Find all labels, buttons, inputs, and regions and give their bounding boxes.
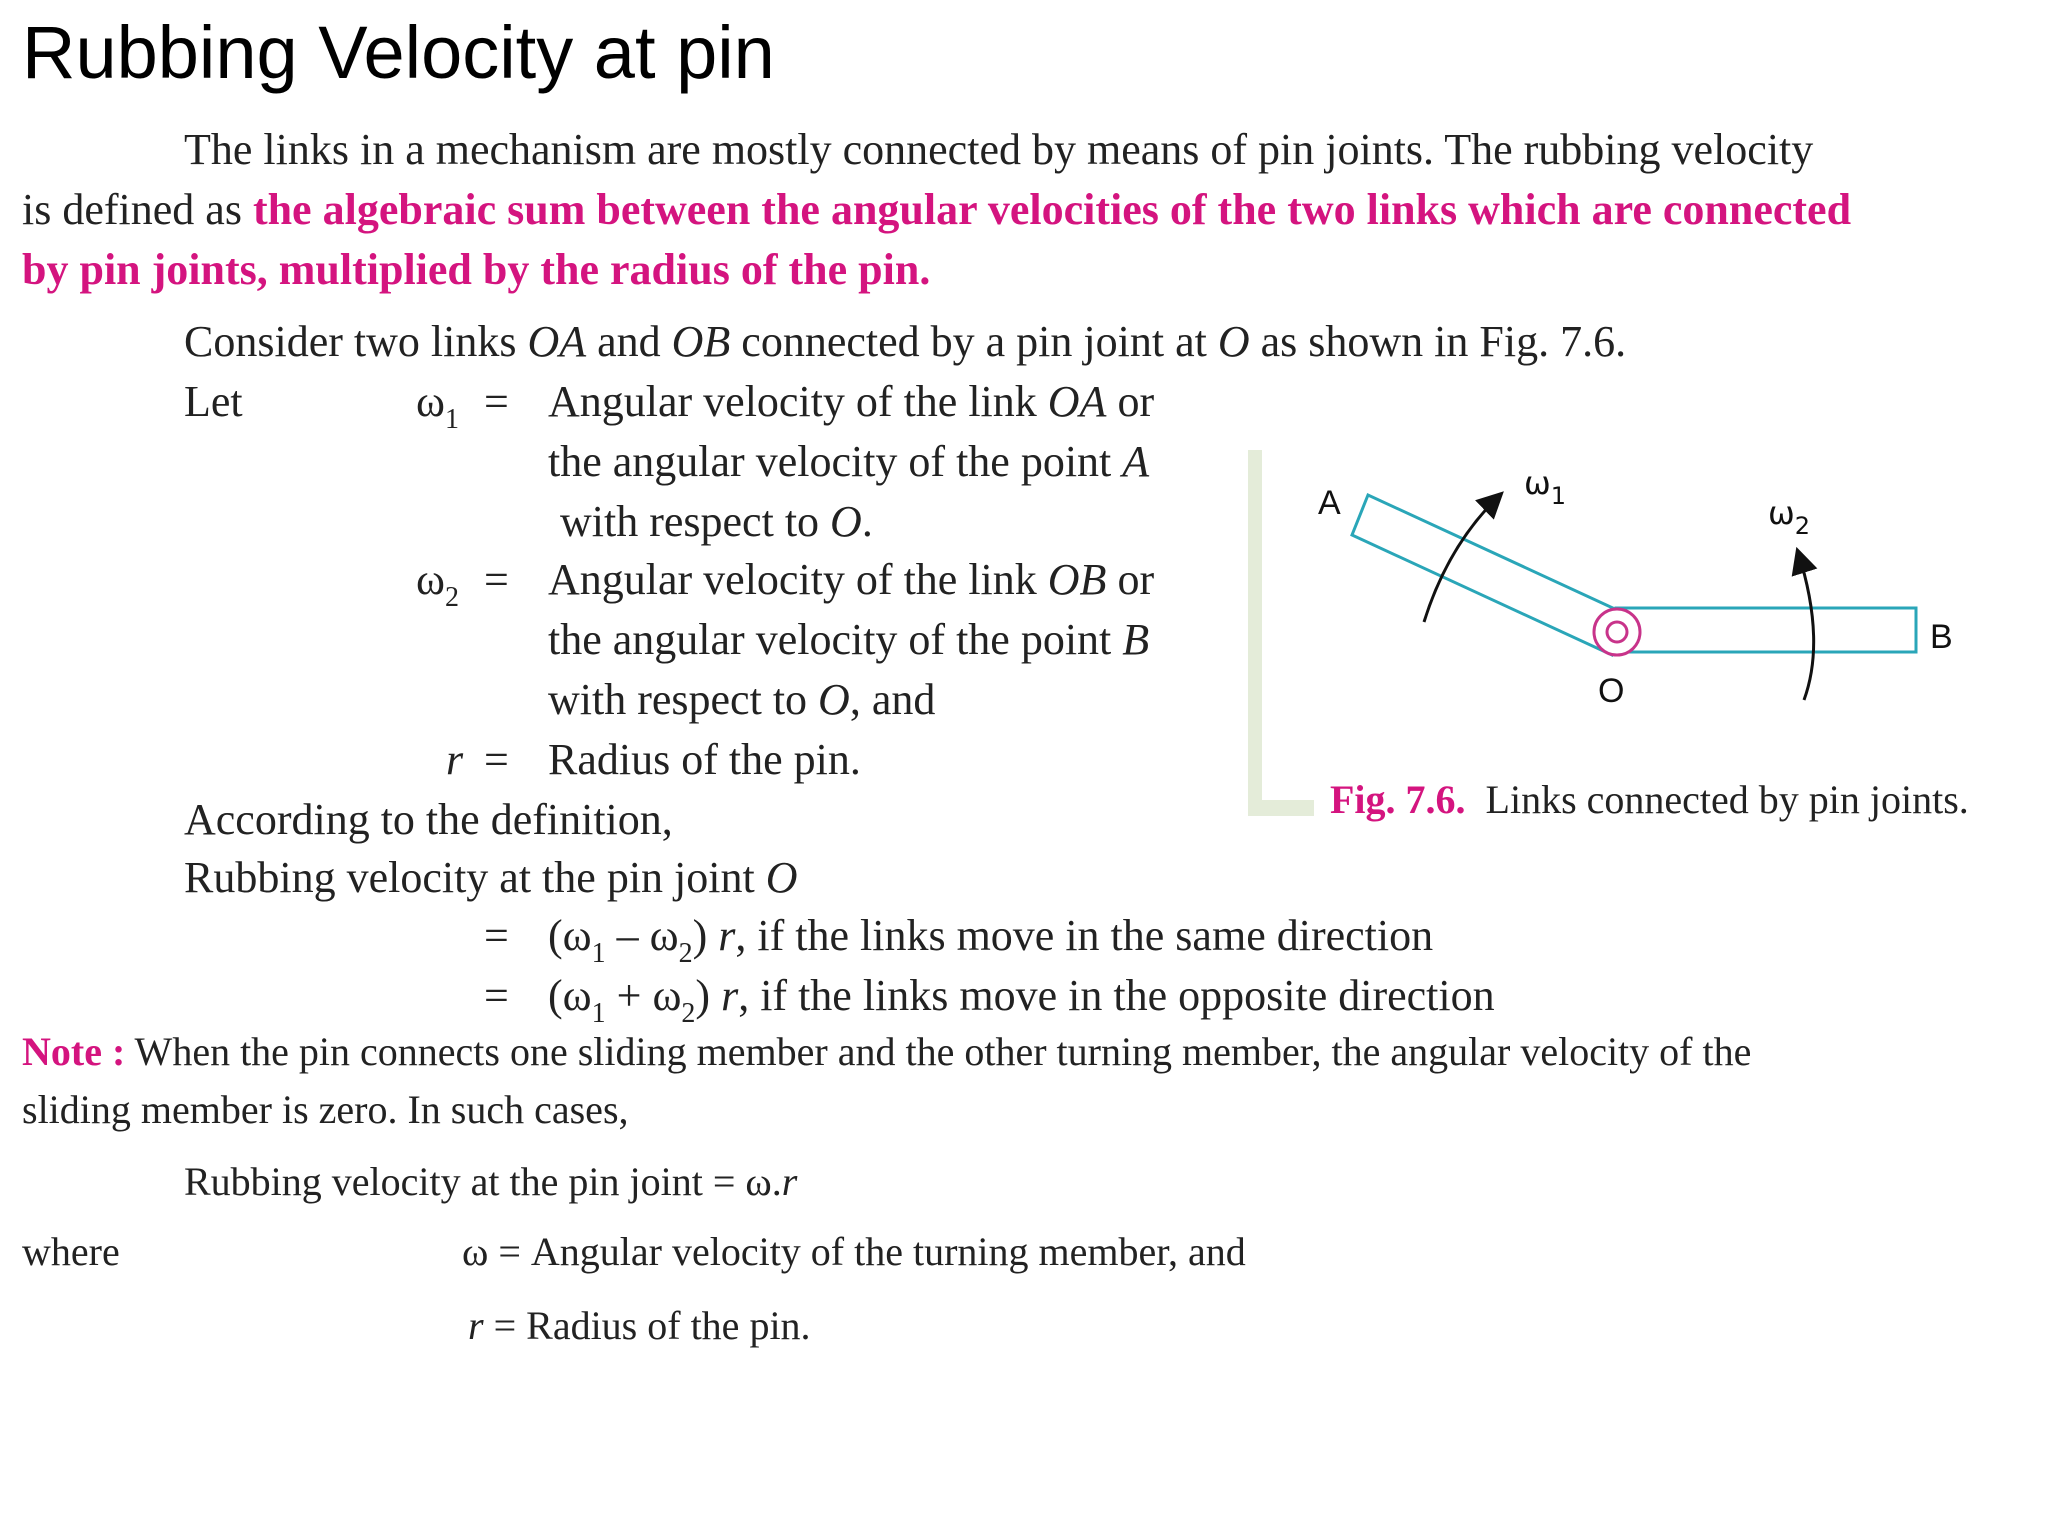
omega1-def-1-link: OA	[1047, 377, 1107, 426]
slide-title: Rubbing Velocity at pin	[22, 11, 775, 94]
where-r-text: = Radius of the pin.	[483, 1303, 811, 1348]
omega1-sub: 1	[444, 404, 459, 435]
case-same-op: – ω	[605, 911, 679, 960]
label-o: O	[1598, 672, 1625, 710]
case-opposite-r: r	[721, 971, 739, 1020]
label-b: B	[1930, 618, 1953, 656]
omega2-def-2-point: B	[1122, 615, 1150, 664]
intro-line-1: The links in a mechanism are mostly connected by means of pin joints. The rubbing velocity	[184, 125, 1814, 174]
omega1-def-3-point: O	[830, 497, 862, 546]
case-opposite-sub1: 1	[591, 998, 606, 1029]
note-line-2: sliding member is zero. In such cases,	[22, 1087, 629, 1132]
link-ob: OB	[671, 317, 731, 366]
label-omega1	[1524, 464, 1566, 510]
label-a: A	[1318, 484, 1341, 522]
definition-highlight-2: by pin joints, multiplied by the radius of the pin.	[22, 245, 931, 294]
omega1-def-2-plain: the angular velocity of the point	[548, 437, 1123, 486]
omega1-def-1-plain: Angular velocity of the link	[548, 377, 1048, 426]
case-opposite-equals: =	[484, 971, 509, 1020]
case-same-r: r	[718, 911, 736, 960]
omega1-def-1-tail: or	[1106, 377, 1155, 426]
omega1-equals: =	[484, 377, 509, 426]
let-label: Let	[184, 377, 243, 426]
where-label: where	[22, 1229, 120, 1274]
label-omega1-sub: 1	[1550, 482, 1567, 510]
r-equals: =	[484, 735, 509, 784]
omega1-def-3-tail: .	[861, 497, 873, 546]
rubbing-heading-point: O	[765, 853, 798, 902]
link-oa: OA	[527, 317, 587, 366]
case-opposite-open: (ω	[548, 971, 592, 1020]
omega2-def-3-plain: with respect to	[548, 675, 819, 724]
rubbing-formula-plain: Rubbing velocity at the pin joint = ω.	[184, 1159, 782, 1204]
consider-p4: as shown in Fig. 7.6.	[1249, 317, 1627, 366]
label-omega2-sym: ω	[1768, 494, 1795, 532]
figure-bracket	[1248, 450, 1314, 816]
r-definition: Radius of the pin.	[548, 735, 861, 784]
note-label: Note :	[22, 1029, 126, 1074]
omega2-arrow	[1798, 552, 1814, 700]
according-line: According to the definition,	[184, 795, 673, 844]
link-ob-shape	[1616, 608, 1916, 652]
rubbing-formula-r: r	[781, 1159, 798, 1204]
case-same-tail: , if the links move in the same direction	[735, 911, 1434, 960]
consider-p3: connected by a pin joint at	[730, 317, 1218, 366]
figure-caption-label: Fig. 7.6.	[1330, 777, 1466, 822]
rubbing-heading-plain: Rubbing velocity at the pin joint	[184, 853, 766, 902]
consider-p1: Consider two links	[184, 317, 528, 366]
label-omega2	[1768, 494, 1810, 540]
link-oa-shape	[1352, 495, 1628, 655]
omega2-def-1-plain: Angular velocity of the link	[548, 555, 1048, 604]
label-omega1-sym: ω	[1524, 464, 1551, 502]
omega2-sub: 2	[444, 582, 459, 613]
figure-caption-text: Links connected by pin joints.	[1485, 777, 1969, 822]
omega2-def-1-tail: or	[1106, 555, 1155, 604]
where-line-1: ω = Angular velocity of the turning member, and	[462, 1229, 1246, 1274]
case-same-open: (ω	[548, 911, 592, 960]
note-text-1: When the pin connects one sliding member and the other turning member, the angular velocity of the	[125, 1029, 1752, 1074]
case-same-equals: =	[484, 911, 509, 960]
label-omega2-sub: 2	[1794, 512, 1811, 540]
pin-outer	[1594, 609, 1640, 655]
case-same-sub2: 2	[678, 938, 693, 969]
intro-line-2-plain: is defined as	[22, 185, 253, 234]
definition-highlight-1: the algebraic sum between the angular velocities of the two links which are connected	[252, 185, 1852, 234]
case-opposite-sub2: 2	[681, 998, 696, 1029]
case-opposite-tail: , if the links move in the opposite direction	[738, 971, 1495, 1020]
omega1-sym: ω	[416, 377, 445, 426]
case-same-close: )	[692, 911, 719, 960]
omega2-def-3-tail: , and	[849, 675, 936, 724]
case-same-sub1: 1	[591, 938, 606, 969]
omega1-def-2-point: A	[1122, 437, 1150, 486]
figure-caption	[1330, 776, 1969, 823]
omega2-equals: =	[484, 555, 509, 604]
omega2-def-2-plain: the angular velocity of the point	[548, 615, 1123, 664]
case-opposite-op: + ω	[605, 971, 682, 1020]
omega2-def-1-link: OB	[1047, 555, 1107, 604]
case-opposite-close: )	[695, 971, 722, 1020]
r-symbol: r	[446, 735, 464, 784]
omega2-def-3-point: O	[818, 675, 850, 724]
consider-p2: and	[586, 317, 672, 366]
where-r-symbol: r	[468, 1303, 484, 1348]
point-o: O	[1217, 317, 1250, 366]
omega1-def-3-plain: with respect to	[560, 497, 831, 546]
omega2-sym: ω	[416, 555, 445, 604]
omega1-arrow	[1424, 495, 1500, 622]
